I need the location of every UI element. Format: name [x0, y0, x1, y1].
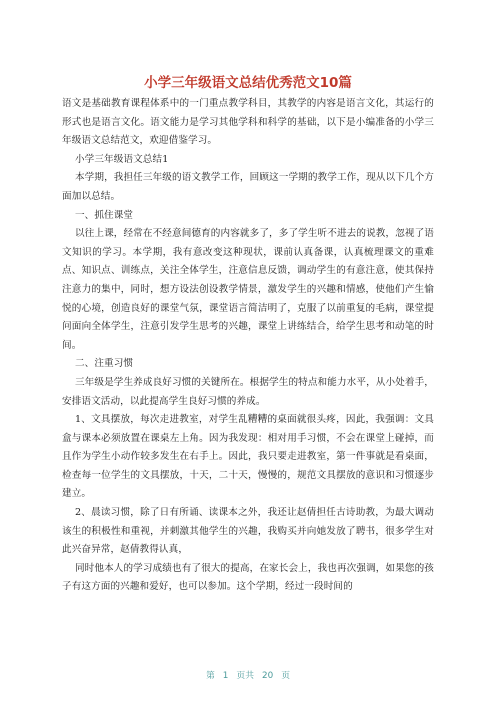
paragraph: 2、晨读习惯，除了日有所诵、读课本之外，我还让赵倩担任古诗助教，为最大调动该生的积极性和重视，并刺激其他学生的兴趣，我购买并向她发放了聘书，很多学生对此兴奋异常，赵倩教得认真，	[62, 507, 434, 556]
paragraph: 1、文具摆放，每次走进教室，对学生乱糟糟的桌面就很头疼，因此，我强调：文具盒与课本必须放置在课桌左上角。因为我发现：相对用手习惯，不会在课堂上碰掉，而且作为学生小动作较多发生在右手上。因此，我只要走进教室，第一件事就是看桌面，检查每一位学生的文具摆放，十天，二十天，慢慢的，规范文具摆放的意识和习惯逐步建立。	[62, 414, 434, 500]
paragraph: 二、注重习惯	[74, 358, 134, 370]
paragraph: 同时他本人的学习成绩也有了很大的提高，在家长会上，我也再次强调，如果您的孩子有这方面的兴趣和爱好，也可以参加。这个学期，经过一段时间的	[62, 562, 434, 593]
footer-middle: 页共	[236, 671, 254, 681]
footer-total-pages: 20	[262, 671, 274, 681]
footer-suffix: 页	[281, 671, 291, 681]
paragraph: 一、抓住课堂	[74, 209, 134, 221]
footer-page-number: 1	[222, 671, 229, 681]
paragraph: 语文是基础教育课程体系中的一门重点教学科目，其教学的内容是语言文化，其运行的形式也是语言文化。语文能力是学习其他学科和科学的基础，以下是小编准备的小学三年级语文总结范文，欢迎借鉴学习。	[62, 98, 434, 147]
paragraph: 本学期，我担任三年级的语文教学工作，回顾这一学期的教学工作，现从以下几个方面加以总结。	[62, 172, 434, 202]
page-footer	[0, 668, 496, 681]
paragraph: 以往上课，经常在不经意间德育的内容就多了，多了学生听不进去的说教，忽视了语文知识的学习。本学期，我有意改变这种现状，课前认真备课，认真梳理课文的重难点、知识点、训练点，关注全体学生，注意信息反馈，调动学生的有意注意，使其保持注意力的集中，同时，想方设法创设教学情景，激发学生的兴趣和情感，使他们产生愉悦的心境，创造良好的课堂气氛，课堂语言简洁明了，克服了以前重复的毛病，课堂提问面向全体学生，注意引发学生思考的兴趣，课堂上讲练结合，给学生思考和动笔的时间。	[62, 228, 434, 351]
paragraph: 三年级是学生养成良好习惯的关键所在。根据学生的特点和能力水平，从小处着手，安排语文活动，以此提高学生良好习惯的养成。	[62, 376, 434, 407]
footer-prefix: 第	[205, 671, 215, 681]
document-title: 小学三年级语文总结优秀范文10篇	[144, 75, 352, 91]
document-body	[62, 95, 434, 597]
paragraph: 小学三年级语文总结1	[74, 153, 169, 165]
